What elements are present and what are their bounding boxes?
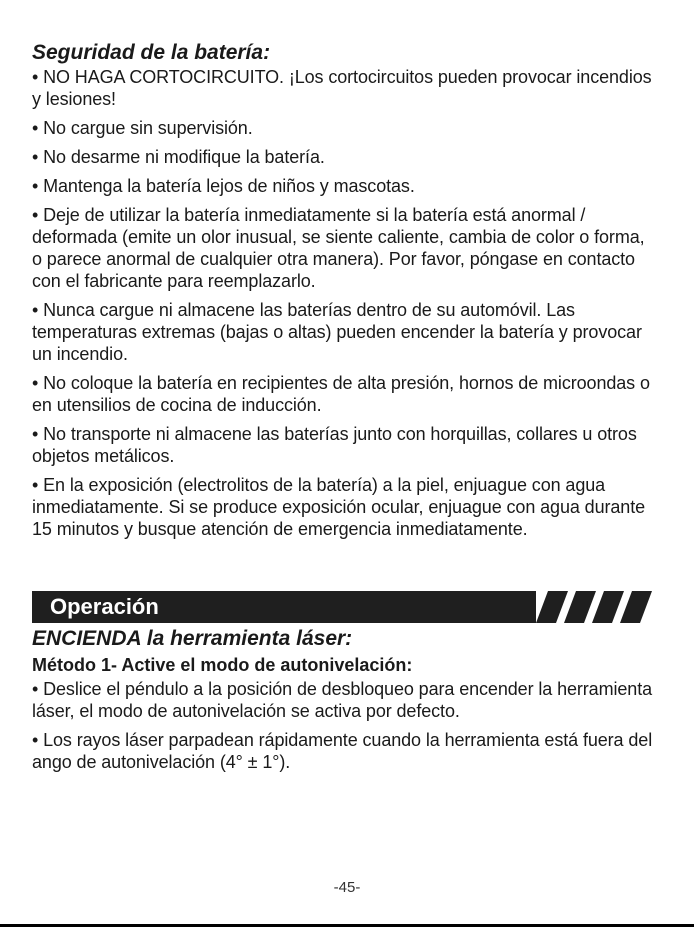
operation-item: • Deslice el péndulo a la posición de desbloqueo para encender la herramienta láser, el modo de autonivelación se activa por defecto. — [32, 679, 653, 721]
safety-item: • Nunca cargue ni almacene las baterías dentro de su automóvil. Las temperaturas extremas (bajas o altas) pueden encender la batería y provocar un incendio. — [32, 300, 642, 364]
page-number: -45- — [333, 879, 361, 896]
safety-item: • En la exposición (electrolitos de la batería) a la piel, enjuague con agua inmediatamente. Si se produce exposición ocular, enjuague con agua durante 15 minutos y busque atención de emergencia inmediatamente. — [32, 475, 646, 539]
operation-section-banner — [32, 591, 654, 623]
safety-item: • No coloque la batería en recipientes de alta presión, hornos de microondas o en utensilios de cocina de inducción. — [32, 373, 650, 415]
operation-item: • Los rayos láser parpadean rápidamente cuando la herramienta está fuera del ango de autonivelación (4° ± 1°). — [32, 730, 653, 772]
safety-item: • No desarme ni modifique la batería. — [32, 147, 325, 167]
safety-item: • No transporte ni almacene las baterías junto con horquillas, collares u otros objetos metálicos. — [32, 424, 637, 466]
safety-item: • Deje de utilizar la batería inmediatamente si la batería está anormal / deformada (emite un olor inusual, se siente caliente, cambia de color o forma, o parece anormal de cualquier otra manera). Por favor, póngase en contacto con el fabricante para reemplazarlo. — [32, 205, 645, 291]
operation-heading: ENCIENDA la herramienta láser: — [32, 627, 353, 650]
operation-banner-title: Operación — [50, 594, 159, 619]
safety-item: • No cargue sin supervisión. — [32, 118, 253, 138]
diagonal-stripes-decoration — [526, 591, 654, 623]
method-title: Método 1- Active el modo de autonivelación: — [32, 655, 413, 675]
battery-safety-heading: Seguridad de la batería: — [32, 41, 271, 64]
safety-item: • NO HAGA CORTOCIRCUITO. ¡Los cortocircuitos pueden provocar incendios y lesiones! — [32, 67, 652, 109]
manual-page — [32, 40, 654, 780]
safety-item: • Mantenga la batería lejos de niños y mascotas. — [32, 176, 415, 196]
